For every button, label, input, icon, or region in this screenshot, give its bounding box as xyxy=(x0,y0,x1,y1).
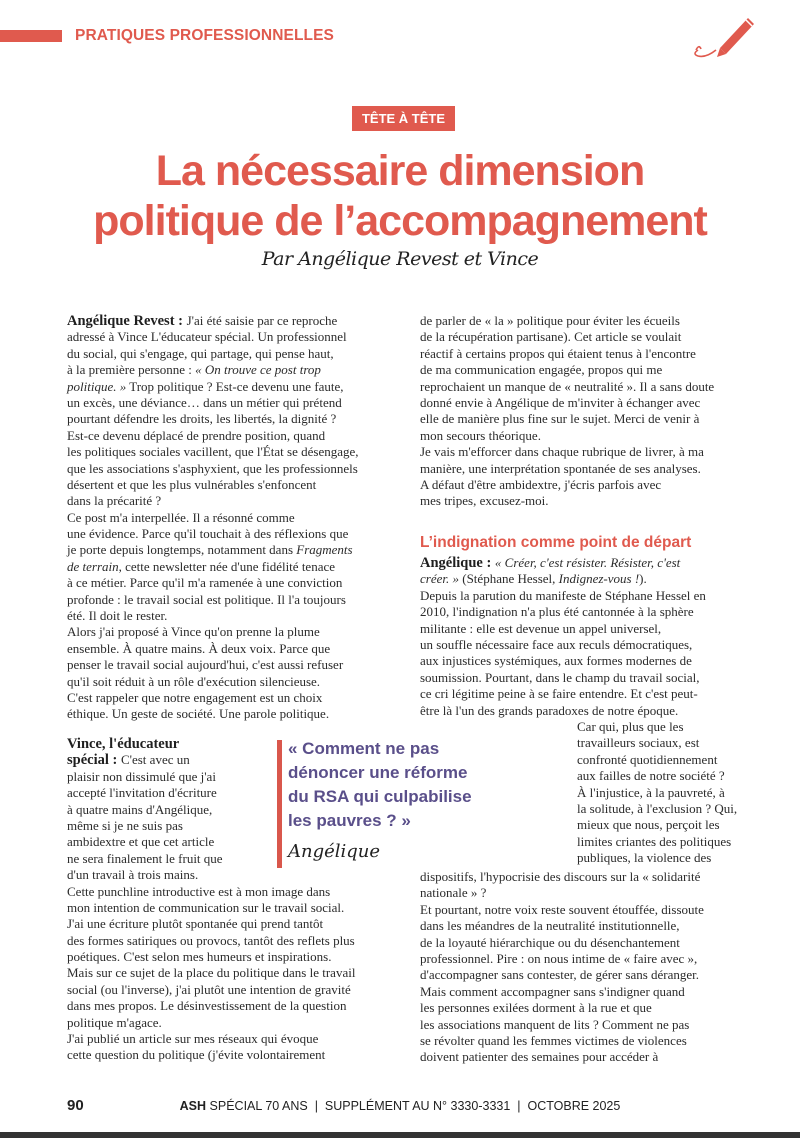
italic-text: « On trouve ce post trop xyxy=(195,362,321,378)
text-segment: un souffle nécessaire face aux reculs démocratiques, xyxy=(420,636,693,652)
text-line xyxy=(420,395,714,411)
text-segment: d'un travail à trois mains. xyxy=(67,867,199,883)
text-segment: un excès, une déviance… dans un métier qui prétend xyxy=(67,394,342,410)
text-line xyxy=(577,735,737,751)
rubric-badge: TÊTE À TÊTE xyxy=(352,106,455,131)
footer-supplement: SUPPLÉMENT AU N° 3330-3331 xyxy=(324,1099,511,1113)
text-line xyxy=(420,670,706,686)
text-segment: dans mes propos. Le désinvestissement de la question xyxy=(67,998,347,1014)
text-line xyxy=(67,949,355,965)
text-line xyxy=(67,526,359,542)
text-line xyxy=(420,428,714,444)
italic-text: créer. » xyxy=(420,571,459,587)
text-segment: éthique. Un geste de société. Une parole politique. xyxy=(67,706,330,722)
text-segment: ). xyxy=(639,571,647,587)
text-segment: qu'il soit réduit à un rôle d'exécution silencieuse. xyxy=(67,673,321,689)
text-line xyxy=(420,686,706,702)
text-line xyxy=(577,801,737,817)
text-segment: accepté l'invitation d'écriture xyxy=(67,785,217,801)
text-line xyxy=(67,624,359,640)
text-segment: politique m'agace. xyxy=(67,1014,162,1030)
text-segment: C'est rappeler que notre engagement est un choix xyxy=(67,689,323,705)
text-line xyxy=(420,379,714,395)
right-column-indignation xyxy=(420,555,706,719)
text-segment: social (ou l'inverse), j'ai plutôt une intention de gravité xyxy=(67,981,351,997)
pull-quote-line: dénoncer une réforme xyxy=(288,763,468,782)
text-line xyxy=(577,850,737,866)
speaker-label: Vince, l'éducateur xyxy=(67,736,180,752)
text-line xyxy=(67,559,359,575)
text-segment: à quatre mains d'Angélique, xyxy=(67,801,213,817)
text-line xyxy=(67,346,359,362)
footer-brand: ASH xyxy=(179,1099,207,1113)
footer-edition: SPÉCIAL 70 ANS xyxy=(209,1099,308,1113)
text-line xyxy=(420,984,704,1000)
text-segment: à la première personne : xyxy=(67,362,196,378)
text-segment: ce cri légitime peine à se faire entendre. Et c'est peut- xyxy=(420,686,698,702)
text-segment: travailleurs sociaux, est xyxy=(577,735,700,751)
text-line xyxy=(420,951,704,967)
text-line xyxy=(67,477,359,493)
text-line xyxy=(577,785,737,801)
text-line xyxy=(67,575,359,591)
text-segment: adressé à Vince L'éducateur spécial. Un professionnel xyxy=(67,329,347,345)
text-segment: Alors j'ai proposé à Vince qu'on prenne la plume xyxy=(67,624,320,640)
text-segment: de la récupération partisane). Cet article se voulait xyxy=(420,329,682,345)
text-segment: des formes satiriques ou provocs, tantôt des reflets plus xyxy=(67,932,355,948)
speaker-label: Angélique : xyxy=(420,555,495,571)
pull-quote-line: du RSA qui culpabilise xyxy=(288,787,472,806)
footer-info xyxy=(0,1099,800,1113)
text-segment: même si je ne suis pas xyxy=(67,817,183,833)
text-segment: aux injustices systémiques, aux formes modernes de xyxy=(420,653,692,669)
text-segment: Et pourtant, notre voix reste souvent étouffée, dissoute xyxy=(420,901,704,917)
text-line xyxy=(420,1049,704,1065)
title-line: La nécessaire dimension xyxy=(155,147,645,195)
pull-quote xyxy=(288,737,472,833)
text-segment: réactif à certains propos qui étaient tenus à l'encontre xyxy=(420,345,696,361)
text-segment: mes tripes, excusez-moi. xyxy=(420,493,549,509)
text-line xyxy=(67,884,355,900)
text-line xyxy=(67,428,359,444)
text-segment: Trop politique ? Est-ce devenu une faute, xyxy=(126,378,344,394)
text-segment: mieux que nous, perçoit les xyxy=(577,817,720,833)
text-line xyxy=(420,637,706,653)
text-line xyxy=(420,411,714,427)
text-line xyxy=(67,690,359,706)
text-line xyxy=(67,900,355,916)
title-line: politique de l’accompagnement xyxy=(93,197,707,245)
bottom-bar xyxy=(0,1132,800,1138)
text-line xyxy=(420,885,704,901)
text-line xyxy=(67,542,359,558)
text-line xyxy=(67,706,359,722)
text-segment: été. Il doit le rester. xyxy=(67,608,168,624)
text-segment: A défaut d'être ambidextre, j'écris parfois avec xyxy=(420,476,662,492)
text-line xyxy=(420,477,714,493)
text-line xyxy=(420,869,704,885)
text-segment: (Stéphane Hessel, xyxy=(459,571,559,587)
text-segment: À l'injustice, à la pauvreté, à xyxy=(577,784,725,800)
text-line xyxy=(420,493,714,509)
text-segment: ambidextre et que cet article xyxy=(67,834,215,850)
text-line xyxy=(67,362,359,378)
text-segment: nationale » ? xyxy=(420,885,487,901)
text-line xyxy=(67,411,359,427)
italic-text: politique. » xyxy=(67,378,127,394)
text-segment: de parler de « la » politique pour éviter les écueils xyxy=(420,313,680,328)
text-segment: une évidence. Parce qu'il touchait à des réflexions que xyxy=(67,526,349,542)
text-line xyxy=(420,329,714,345)
text-segment: cette question du politique (j'évite volontairement xyxy=(67,1047,326,1063)
text-line xyxy=(577,817,737,833)
text-segment: ne sera finalement le fruit que xyxy=(67,850,223,866)
footer-separator: | xyxy=(517,1099,521,1113)
text-line xyxy=(420,703,706,719)
text-segment: mon intention de communication sur le travail social. xyxy=(67,899,345,915)
footer-date: OCTOBRE 2025 xyxy=(527,1099,621,1113)
text-line xyxy=(577,768,737,784)
section-label: PRATIQUES PROFESSIONNELLES xyxy=(75,27,334,44)
text-segment: Mais sur ce sujet de la place du politique dans le travail xyxy=(67,965,356,981)
text-segment: Cette punchline introductive est à mon image dans xyxy=(67,883,331,899)
text-segment: les personnes exilées dorment à la rue et que xyxy=(420,1000,652,1016)
text-segment: désertent et que les plus vulnérables s'enfoncent xyxy=(67,476,317,492)
speaker-label: spécial : xyxy=(67,752,121,769)
text-line xyxy=(67,379,359,395)
text-line xyxy=(67,444,359,460)
byline: Par Angélique Revest et Vince xyxy=(261,248,539,270)
text-line xyxy=(67,657,359,673)
text-line xyxy=(67,867,355,883)
text-segment: J'ai publié un article sur mes réseaux qui évoque xyxy=(67,1031,319,1047)
article-title xyxy=(0,146,800,246)
pull-quote-line: les pauvres ? » xyxy=(288,811,411,830)
text-segment: donné envie à Angélique de m'inviter à échanger avec xyxy=(420,394,701,410)
text-segment: d'accompagner sans contester, de gérer sans déranger. xyxy=(420,967,700,983)
text-line xyxy=(67,641,359,657)
text-segment: aux failles de notre société ? xyxy=(577,768,725,784)
text-line xyxy=(420,346,714,362)
pull-quote-signature: Angélique xyxy=(288,841,381,862)
text-line xyxy=(420,1033,704,1049)
text-line xyxy=(420,1017,704,1033)
text-segment: de la loyauté hiérarchique ou du désenchantement xyxy=(420,934,680,950)
text-segment: J'ai été saisie par ce reproche xyxy=(186,313,338,328)
text-segment: profonde : le travail social est politique. Il l'a toujours xyxy=(67,591,346,607)
text-line xyxy=(67,592,359,608)
pen-icon xyxy=(690,12,760,60)
text-segment: doivent patienter des semaines pour accéder à xyxy=(420,1049,659,1065)
text-line xyxy=(420,1000,704,1016)
text-segment: ensemble. À quatre mains. À deux voix. Parce que xyxy=(67,640,331,656)
text-segment: plaisir non dissimulé que j'ai xyxy=(67,768,216,784)
text-segment: reprochaient un manque de « neutralité ». Il a sans doute xyxy=(420,378,715,394)
text-segment: soumission. Pourtant, dans le champ du travail social, xyxy=(420,669,700,685)
text-segment: limites criantes des politiques xyxy=(577,833,732,849)
section-heading: L’indignation comme point de départ xyxy=(420,534,692,551)
text-line xyxy=(420,588,706,604)
text-segment: C'est avec un xyxy=(120,752,190,768)
right-column-bottom xyxy=(420,869,704,1066)
text-segment: pourtant défendre les droits, les libertés, la dignité ? xyxy=(67,411,337,427)
text-line xyxy=(420,555,706,571)
pull-quote-bar xyxy=(277,740,282,868)
text-line xyxy=(420,604,706,620)
italic-text: de terrain xyxy=(67,558,119,574)
text-line xyxy=(420,902,704,918)
text-line xyxy=(67,933,355,949)
text-segment: Est-ce devenu déplacé de prendre position, quand xyxy=(67,427,326,443)
text-line xyxy=(67,998,355,1014)
right-column-indented xyxy=(577,719,737,867)
text-segment: manière, une interprétation spontanée de ses analyses. xyxy=(420,460,701,476)
footer-separator: | xyxy=(314,1099,318,1113)
text-segment: dispositifs, l'hypocrisie des discours sur la « solidarité xyxy=(420,869,701,884)
text-line xyxy=(67,395,359,411)
text-line xyxy=(420,621,706,637)
text-line xyxy=(67,329,359,345)
text-line xyxy=(67,608,359,624)
text-segment: penser le travail social aujourd'hui, c'est aussi refuser xyxy=(67,657,344,673)
text-segment: confronté quotidiennement xyxy=(577,751,718,767)
text-line xyxy=(577,719,737,735)
text-segment: à ce métier. Parce qu'il m'a ramenée à une conviction xyxy=(67,575,343,591)
text-segment: du social, qui s'engage, qui partage, qui pense haut, xyxy=(67,345,334,361)
italic-text: « Créer, c'est résister. Résister, c'est xyxy=(494,555,681,570)
text-segment: publiques, la violence des xyxy=(577,850,712,866)
text-segment: , cette newsletter née d'une fidélité tenace xyxy=(118,558,336,574)
text-segment: je porte depuis longtemps, notamment dans xyxy=(67,542,297,558)
text-segment: être là l'un des grands paradoxes de notre époque. xyxy=(420,702,679,718)
section-color-bar xyxy=(0,30,62,42)
italic-text: Fragments xyxy=(296,542,353,558)
text-line xyxy=(420,571,706,587)
text-line xyxy=(67,510,359,526)
text-line xyxy=(577,834,737,850)
text-line xyxy=(67,916,355,932)
text-line xyxy=(420,653,706,669)
text-line xyxy=(577,752,737,768)
text-line xyxy=(420,461,714,477)
speaker-label: Angélique Revest : xyxy=(67,313,187,329)
text-line xyxy=(67,1015,355,1031)
text-line xyxy=(67,965,355,981)
text-line xyxy=(420,313,714,329)
text-segment: Je vais m'efforcer dans chaque rubrique de livrer, à ma xyxy=(420,444,704,460)
text-segment: professionnel. Pire : on nous intime de « faire avec », xyxy=(420,950,698,966)
text-segment: 2010, l'indignation n'a plus été cantonnée à la sphère xyxy=(420,604,694,620)
text-segment: elle de manière plus fine sur le sujet. Merci de venir à xyxy=(420,411,700,427)
text-segment: J'ai une écriture plutôt spontanée qui prend tantôt xyxy=(67,916,324,932)
text-line xyxy=(420,918,704,934)
left-column-intro xyxy=(67,313,359,723)
text-line xyxy=(67,461,359,477)
text-line xyxy=(420,967,704,983)
text-segment: la solitude, à l'exclusion ? Qui, xyxy=(577,800,738,816)
text-segment: dans les méandres de la neutralité institutionnelle, xyxy=(420,918,680,934)
text-segment: Mais comment accompagner sans s'indigner quand xyxy=(420,983,685,999)
text-line xyxy=(67,313,359,329)
text-line xyxy=(67,1031,355,1047)
text-line xyxy=(420,362,714,378)
text-segment: Ce post m'a interpellée. Il a résonné comme xyxy=(67,509,295,525)
text-segment: que les associations s'asphyxient, que les professionnels xyxy=(67,460,358,476)
text-line xyxy=(420,444,714,460)
text-segment: poétiques. C'est selon mes humeurs et inspirations. xyxy=(67,949,332,965)
text-segment: les politiques sociales vacillent, que l'État se désengage, xyxy=(67,444,359,460)
text-segment: militante : elle est devenue un appel universel, xyxy=(420,620,662,636)
text-segment: de ma communication engagée, propos qui me xyxy=(420,362,663,378)
text-line xyxy=(67,1047,355,1063)
text-segment: Depuis la parution du manifeste de Stéphane Hessel en xyxy=(420,587,706,603)
text-line xyxy=(67,674,359,690)
text-segment: se révolter quand les femmes victimes de violences xyxy=(420,1032,687,1048)
text-segment: dans la précarité ? xyxy=(67,493,162,509)
text-line xyxy=(67,493,359,509)
text-segment: Car qui, plus que les xyxy=(577,719,684,734)
right-column-top xyxy=(420,313,714,510)
text-line xyxy=(67,982,355,998)
page-number: 90 xyxy=(67,1097,84,1114)
text-line xyxy=(420,935,704,951)
text-segment: les associations manquent de lits ? Comment ne pas xyxy=(420,1016,690,1032)
italic-text: Indignez-vous ! xyxy=(558,571,640,587)
text-segment: mon secours théorique. xyxy=(420,427,541,443)
pull-quote-line: « Comment ne pas xyxy=(288,739,440,758)
